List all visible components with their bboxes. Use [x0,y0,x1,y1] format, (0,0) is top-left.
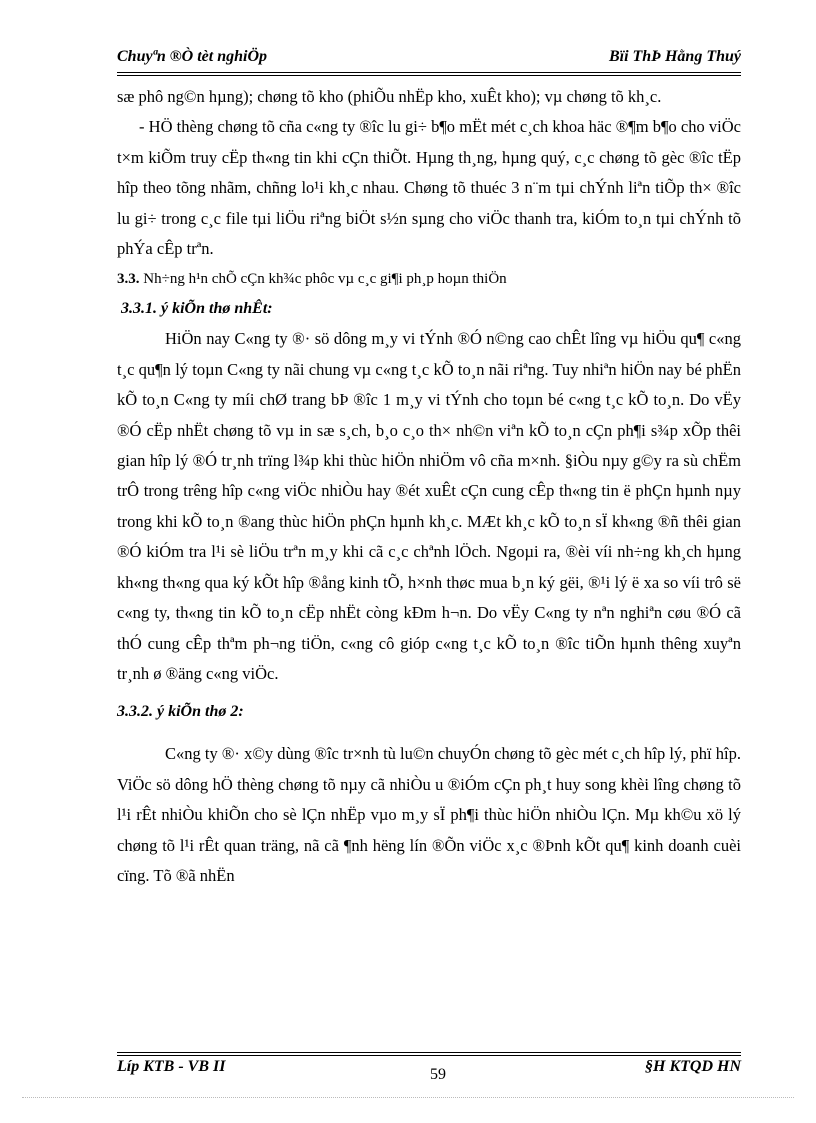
header-author: Bïi ThÞ Hằng Thuý [608,48,741,65]
paragraph-continued: sæ phô ng©n hµng); chøng tõ kho (phiÕu nhËp kho, xuÊt kho); vµ chøng tõ kh¸c. [117,87,662,106]
section-title: Nh÷ng h¹n chÕ cÇn kh¾c phôc vµ c¸c gi¶i ph¸p hoµn thiÖn [139,271,507,288]
header-title: Chuyªn ®Ò tèt nghiÖp [117,48,268,65]
footer-rule [117,1052,741,1053]
subheading-second-opinion: 3.3.2. ý kiÕn thø 2: [117,703,244,721]
section-number: 3.3. [117,271,140,288]
header-rule-double [117,75,741,76]
footer-class: Líp KTB - VB II [117,1058,226,1075]
header-rule [117,72,741,73]
page-number: 59 [430,1066,446,1083]
page-body [117,82,741,891]
paragraph-document-storage: - HÖ thèng chøng tõ cña c«ng ty ®îc lu gi÷ b¶o mËt mét c¸ch khoa häc ®¶m b¶o cho viÖc t×m kiÕm truy cËp th«ng tin khi cÇn thiÕt. Hµng th¸ng, hµng quý, c¸c chøng tõ gèc ®îc tËp hîp theo tõng nhãm, chñng lo¹i kh¸c nhau. Chøng tõ thuéc 3 n¨m tµi chÝnh liªn tiÕp th× ®îc lu gi÷ trong c¸c file tµi liÖu riªng biÖt s½n sµng cho viÖc thanh tra, kiÓm to¸n tµi chÝnh tõ phÝa cÊp trªn. [117,117,741,259]
paragraph-computer-equipment: HiÖn nay C«ng ty ®· sö dông m¸y vi tÝnh ®Ó n©ng cao chÊt lîng vµ hiÖu qu¶ c«ng t¸c qu¶n lý toµn C«ng ty nãi chung vµ c«ng t¸c kÕ to¸n nãi riªng. Tuy nhiªn hiÖn nay bé phËn kÕ to¸n C«ng ty míi chØ trang bÞ ®îc 1 m¸y vi tÝnh cho toµn bé c«ng t¸c kÕ to¸n. Do vËy ®Ó cËp nhËt chøng tõ vµ in sæ s¸ch, b¸o c¸o th× nh©n viªn kÕ to¸n cÇn ph¶i s¾p xÕp thêi gian hîp lý ®Ó tr¸nh trïng l¾p khi thùc hiÖn nhiÖm vô cña m×nh. §iÒu nµy g©y ra sù chËm trÔ trong trêng hîp c«ng viÖc nhiÒu hay ®ét xuÊt cÇn cung cÊp th«ng tin ë phÇn hµnh nµy trong khi kÕ to¸n ®ang thùc hiÖn phÇn hµnh kh¸c. MÆt kh¸c kÕ to¸n sÏ kh«ng ®ñ thêi gian ®Ó kiÓm tra l¹i sè liÖu trªn m¸y khi cã c¸c chªnh lÖch. Ngoµi ra, ®èi víi nh÷ng kh¸ch hµng kh«ng th«ng qua ký kÕt hîp ®ång kinh tÕ, h×nh thøc mua b¸n ký gëi, ®¹i lý ë xa so víi trô së c«ng ty, th«ng tin kÕ to¸n cËp nhËt còng kÐm h¬n. Do vËy C«ng ty nªn nghiªn cøu ®Ó cã thÓ cung cÊp thªm ph¬ng tiÖn, c«ng cô gióp c«ng t¸c kÕ to¸n ®îc tiÕn hµnh thêng xuyªn tr¸nh ø ®äng c«ng viÖc. [117,329,741,683]
paragraph-document-flow: C«ng ty ®· x©y dùng ®îc tr×nh tù lu©n chuyÓn chøng tõ gèc mét c¸ch hîp lý, phï hîp. ViÖc sö dông hÖ thèng chøng tõ nµy cã nhiÒu u ®iÓm cÇn ph¸t huy song khèi lîng chøng tõ l¹i rÊt nhiÒu khiÕn cho sè lÇn nhËp vµo m¸y sÏ ph¶i thùc hiÖn nhiÒu lÇn. Mµ kh©u xö lý chøng tõ l¹i rÊt quan träng, nã cã ¶nh hëng lín ®Õn viÖc x¸c ®Þnh kÕt qu¶ kinh doanh cuèi cïng. Tõ ®ã nhËn [117,744,741,885]
section-heading [117,264,741,294]
footer-university: §H KTQD HN [645,1058,741,1075]
page-header [117,48,741,72]
page-edge-dotted-line [22,1097,794,1098]
footer-rule-double [117,1055,741,1056]
subheading-first-opinion: 3.3.1. ý kiÕn thø nhÊt: [121,300,273,318]
